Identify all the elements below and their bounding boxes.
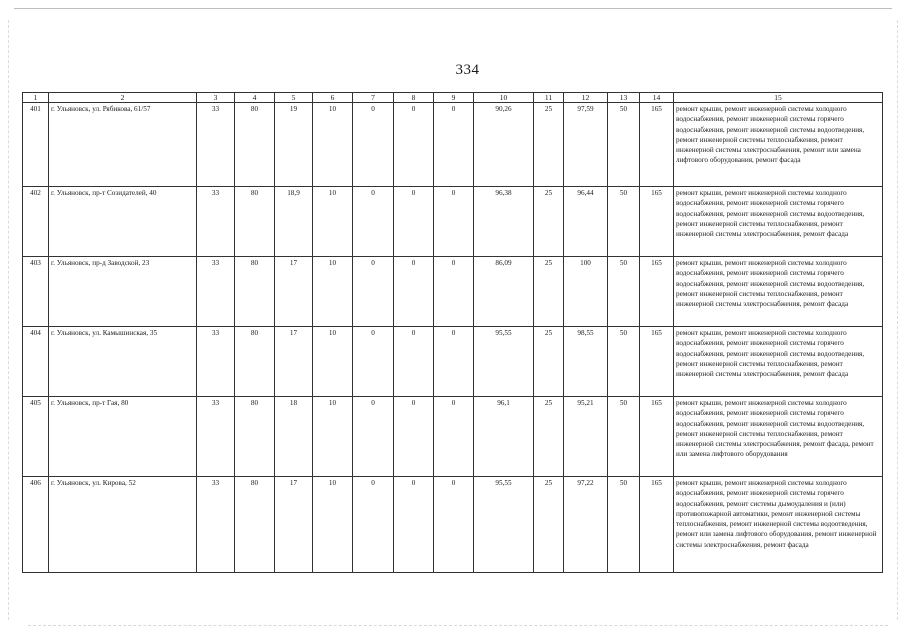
row-number: 406 <box>23 477 49 573</box>
scan-bottom-rule <box>28 625 888 626</box>
value-cell: 10 <box>313 187 353 257</box>
scan-top-rule <box>14 8 892 9</box>
column-header: 5 <box>275 93 313 103</box>
value-cell: 0 <box>434 327 474 397</box>
value-cell: 80 <box>235 477 275 573</box>
value-cell: 0 <box>353 257 394 327</box>
address-cell: г. Ульяновск, ул. Кирова, 52 <box>49 477 197 573</box>
value-cell: 33 <box>197 397 235 477</box>
value-cell: 0 <box>394 397 434 477</box>
value-cell: 80 <box>235 103 275 187</box>
value-cell: 96,44 <box>564 187 608 257</box>
address-cell: г. Ульяновск, пр-д Заводской, 23 <box>49 257 197 327</box>
value-cell: 17 <box>275 327 313 397</box>
value-cell: 0 <box>353 187 394 257</box>
column-header: 6 <box>313 93 353 103</box>
column-header: 9 <box>434 93 474 103</box>
value-cell: 33 <box>197 477 235 573</box>
scan-left-edge <box>8 20 9 620</box>
value-cell: 80 <box>235 257 275 327</box>
works-list-cell: ремонт крыши, ремонт инженерной системы холодного водоснабжения, ремонт инженерной системы горячего водоснабжения, ремонт инженерной системы водоотведения, ремонт инженерной системы теплоснабжения, ремонт инженерной системы электроснабжения, ремонт фасада, ремонт или замена лифтового оборудования <box>674 397 883 477</box>
value-cell: 18,9 <box>275 187 313 257</box>
value-cell: 86,09 <box>474 257 534 327</box>
column-number-row <box>23 93 883 103</box>
value-cell: 0 <box>394 477 434 573</box>
value-cell: 50 <box>608 397 640 477</box>
value-cell: 100 <box>564 257 608 327</box>
value-cell: 33 <box>197 327 235 397</box>
table-row <box>23 397 883 477</box>
works-list-cell: ремонт крыши, ремонт инженерной системы холодного водоснабжения, ремонт инженерной системы горячего водоснабжения, ремонт системы дымоудаления и (или) противопожарной автоматики, ремонт инженерной системы теплоснабжения, ремонт инженерной системы водоотведения, ремонт или замена лифтового оборудования, ремонт инженерной системы электроснабжения, ремонт фасада <box>674 477 883 573</box>
address-cell: г. Ульяновск, ул. Рябикова, 61/57 <box>49 103 197 187</box>
value-cell: 95,21 <box>564 397 608 477</box>
value-cell: 0 <box>353 397 394 477</box>
address-cell: г. Ульяновск, ул. Камышинская, 35 <box>49 327 197 397</box>
table-row <box>23 257 883 327</box>
value-cell: 97,22 <box>564 477 608 573</box>
scan-right-edge <box>897 20 898 620</box>
table-row <box>23 327 883 397</box>
row-number: 402 <box>23 187 49 257</box>
value-cell: 0 <box>434 103 474 187</box>
value-cell: 0 <box>394 187 434 257</box>
value-cell: 97,59 <box>564 103 608 187</box>
value-cell: 165 <box>640 397 674 477</box>
column-header: 15 <box>674 93 883 103</box>
value-cell: 95,55 <box>474 477 534 573</box>
value-cell: 10 <box>313 103 353 187</box>
value-cell: 80 <box>235 327 275 397</box>
value-cell: 50 <box>608 103 640 187</box>
value-cell: 25 <box>534 103 564 187</box>
value-cell: 33 <box>197 257 235 327</box>
table-row <box>23 187 883 257</box>
works-list-cell: ремонт крыши, ремонт инженерной системы холодного водоснабжения, ремонт инженерной системы горячего водоснабжения, ремонт инженерной системы водоотведения, ремонт инженерной системы теплоснабжения, ремонт инженерной системы электроснабжения, ремонт фасада <box>674 187 883 257</box>
value-cell: 165 <box>640 103 674 187</box>
value-cell: 10 <box>313 327 353 397</box>
value-cell: 19 <box>275 103 313 187</box>
value-cell: 0 <box>434 257 474 327</box>
value-cell: 10 <box>313 477 353 573</box>
column-header: 11 <box>534 93 564 103</box>
row-number: 403 <box>23 257 49 327</box>
column-header: 12 <box>564 93 608 103</box>
address-cell: г. Ульяновск, пр-т Созидателей, 40 <box>49 187 197 257</box>
row-number: 401 <box>23 103 49 187</box>
column-header: 10 <box>474 93 534 103</box>
works-list-cell: ремонт крыши, ремонт инженерной системы холодного водоснабжения, ремонт инженерной системы горячего водоснабжения, ремонт инженерной системы водоотведения, ремонт инженерной системы теплоснабжения, ремонт инженерной системы электроснабжения, ремонт или замена лифтового оборудования, ремонт фасада <box>674 103 883 187</box>
value-cell: 0 <box>353 103 394 187</box>
row-number: 405 <box>23 397 49 477</box>
value-cell: 25 <box>534 187 564 257</box>
value-cell: 0 <box>353 477 394 573</box>
repair-program-table <box>22 92 883 573</box>
works-list-cell: ремонт крыши, ремонт инженерной системы холодного водоснабжения, ремонт инженерной системы горячего водоснабжения, ремонт инженерной системы водоотведения, ремонт инженерной системы теплоснабжения, ремонт инженерной системы электроснабжения, ремонт фасада <box>674 257 883 327</box>
page-number: 334 <box>455 62 480 78</box>
value-cell: 25 <box>534 477 564 573</box>
value-cell: 0 <box>434 187 474 257</box>
value-cell: 90,26 <box>474 103 534 187</box>
value-cell: 25 <box>534 397 564 477</box>
value-cell: 95,55 <box>474 327 534 397</box>
column-header: 7 <box>353 93 394 103</box>
value-cell: 96,38 <box>474 187 534 257</box>
value-cell: 17 <box>275 477 313 573</box>
value-cell: 165 <box>640 257 674 327</box>
value-cell: 0 <box>394 327 434 397</box>
value-cell: 25 <box>534 257 564 327</box>
column-header: 3 <box>197 93 235 103</box>
column-header: 2 <box>49 93 197 103</box>
value-cell: 18 <box>275 397 313 477</box>
value-cell: 165 <box>640 477 674 573</box>
value-cell: 165 <box>640 187 674 257</box>
value-cell: 0 <box>434 397 474 477</box>
address-cell: г. Ульяновск, пр-т Гая, 80 <box>49 397 197 477</box>
column-header: 13 <box>608 93 640 103</box>
value-cell: 50 <box>608 477 640 573</box>
value-cell: 80 <box>235 187 275 257</box>
value-cell: 50 <box>608 257 640 327</box>
value-cell: 17 <box>275 257 313 327</box>
value-cell: 33 <box>197 103 235 187</box>
value-cell: 50 <box>608 327 640 397</box>
column-header: 8 <box>394 93 434 103</box>
value-cell: 0 <box>394 257 434 327</box>
value-cell: 80 <box>235 397 275 477</box>
value-cell: 10 <box>313 397 353 477</box>
column-header: 4 <box>235 93 275 103</box>
value-cell: 165 <box>640 327 674 397</box>
value-cell: 25 <box>534 327 564 397</box>
works-list-cell: ремонт крыши, ремонт инженерной системы холодного водоснабжения, ремонт инженерной системы горячего водоснабжения, ремонт инженерной системы водоотведения, ремонт инженерной системы теплоснабжения, ремонт инженерной системы электроснабжения, ремонт фасада <box>674 327 883 397</box>
value-cell: 98,55 <box>564 327 608 397</box>
value-cell: 96,1 <box>474 397 534 477</box>
column-header: 14 <box>640 93 674 103</box>
value-cell: 0 <box>434 477 474 573</box>
table-row <box>23 477 883 573</box>
value-cell: 0 <box>353 327 394 397</box>
value-cell: 10 <box>313 257 353 327</box>
table-row <box>23 103 883 187</box>
row-number: 404 <box>23 327 49 397</box>
column-header: 1 <box>23 93 49 103</box>
value-cell: 50 <box>608 187 640 257</box>
value-cell: 0 <box>394 103 434 187</box>
value-cell: 33 <box>197 187 235 257</box>
